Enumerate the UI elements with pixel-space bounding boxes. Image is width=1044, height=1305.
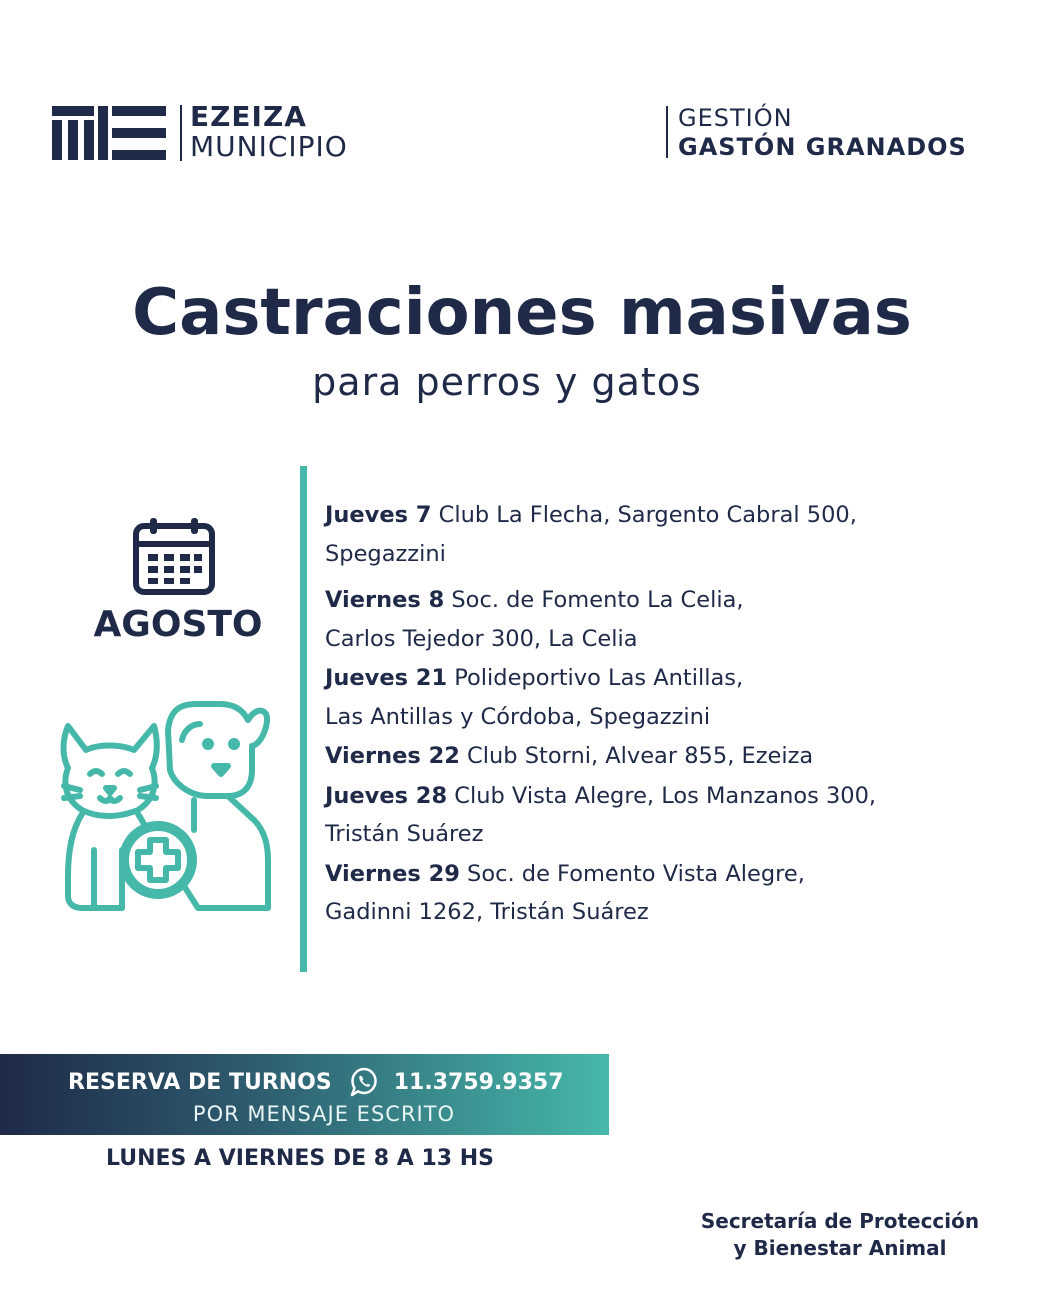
calendar-icon bbox=[132, 516, 216, 596]
booking-phone[interactable]: 11.3759.9357 bbox=[393, 1069, 564, 1095]
municipio-logo-mark bbox=[52, 106, 166, 160]
schedule-day: Viernes 8 bbox=[325, 587, 445, 613]
gestion-label: GESTIÓN bbox=[678, 104, 793, 132]
booking-label: RESERVA DE TURNOS bbox=[68, 1069, 332, 1095]
schedule-place-line2: Tristán Suárez bbox=[325, 821, 484, 847]
schedule-place: Club La Flecha, Sargento Cabral 500, bbox=[431, 502, 857, 528]
month-label: AGOSTO bbox=[93, 604, 263, 645]
schedule-place: Polideportivo Las Antillas, bbox=[447, 665, 744, 691]
logo-line-1: EZEIZA bbox=[190, 100, 307, 133]
schedule-place: Soc. de Fomento Vista Alegre, bbox=[459, 860, 805, 887]
schedule-entry bbox=[325, 581, 1015, 658]
schedule-place: Club Storni, Alvear 855, Ezeiza bbox=[459, 743, 814, 769]
schedule-entry bbox=[325, 659, 1015, 736]
schedule-entry bbox=[325, 737, 1015, 776]
whatsapp-icon bbox=[346, 1064, 382, 1100]
schedule-place-line2: Carlos Tejedor 300, La Celia bbox=[325, 625, 638, 652]
gestion-block bbox=[678, 104, 967, 162]
schedule-place-line2: Gadinni 1262, Tristán Suárez bbox=[325, 899, 649, 925]
secretaria-line-1: Secretaría de Protección bbox=[700, 1209, 980, 1233]
booking-row bbox=[68, 1064, 564, 1100]
page-subtitle: para perros y gatos bbox=[312, 360, 702, 404]
schedule-divider bbox=[300, 466, 307, 972]
logo-divider bbox=[180, 105, 182, 161]
schedule-entry bbox=[325, 777, 1015, 854]
page-title: Castraciones masivas bbox=[132, 276, 912, 350]
schedule-day: Jueves 21 bbox=[325, 665, 448, 691]
schedule-entry bbox=[325, 855, 1015, 932]
cat-dog-health-icon bbox=[58, 700, 274, 912]
municipio-logo-text bbox=[190, 102, 348, 162]
schedule-place: Club Vista Alegre, Los Manzanos 300, bbox=[447, 782, 877, 809]
schedule-list bbox=[325, 496, 1015, 932]
secretaria-signature bbox=[670, 1208, 1010, 1262]
schedule-place: Soc. de Fomento La Celia, bbox=[444, 587, 744, 613]
schedule-place-line2: Spegazzini bbox=[325, 540, 446, 567]
booking-hours: LUNES A VIERNES DE 8 A 13 HS bbox=[106, 1146, 494, 1171]
schedule-day: Viernes 29 bbox=[325, 860, 460, 887]
logo-line-2: MUNICIPIO bbox=[190, 130, 348, 163]
booking-note: POR MENSAJE ESCRITO bbox=[192, 1102, 456, 1126]
schedule-day: Jueves 28 bbox=[325, 782, 448, 809]
secretaria-line-2: y Bienestar Animal bbox=[733, 1236, 947, 1260]
gestion-name: GASTÓN GRANADOS bbox=[678, 133, 967, 161]
schedule-entry bbox=[325, 496, 1015, 573]
schedule-day: Jueves 7 bbox=[325, 502, 432, 528]
schedule-day: Viernes 22 bbox=[325, 743, 460, 769]
gestion-divider bbox=[666, 106, 668, 158]
schedule-place-line2: Las Antillas y Córdoba, Spegazzini bbox=[325, 703, 711, 730]
